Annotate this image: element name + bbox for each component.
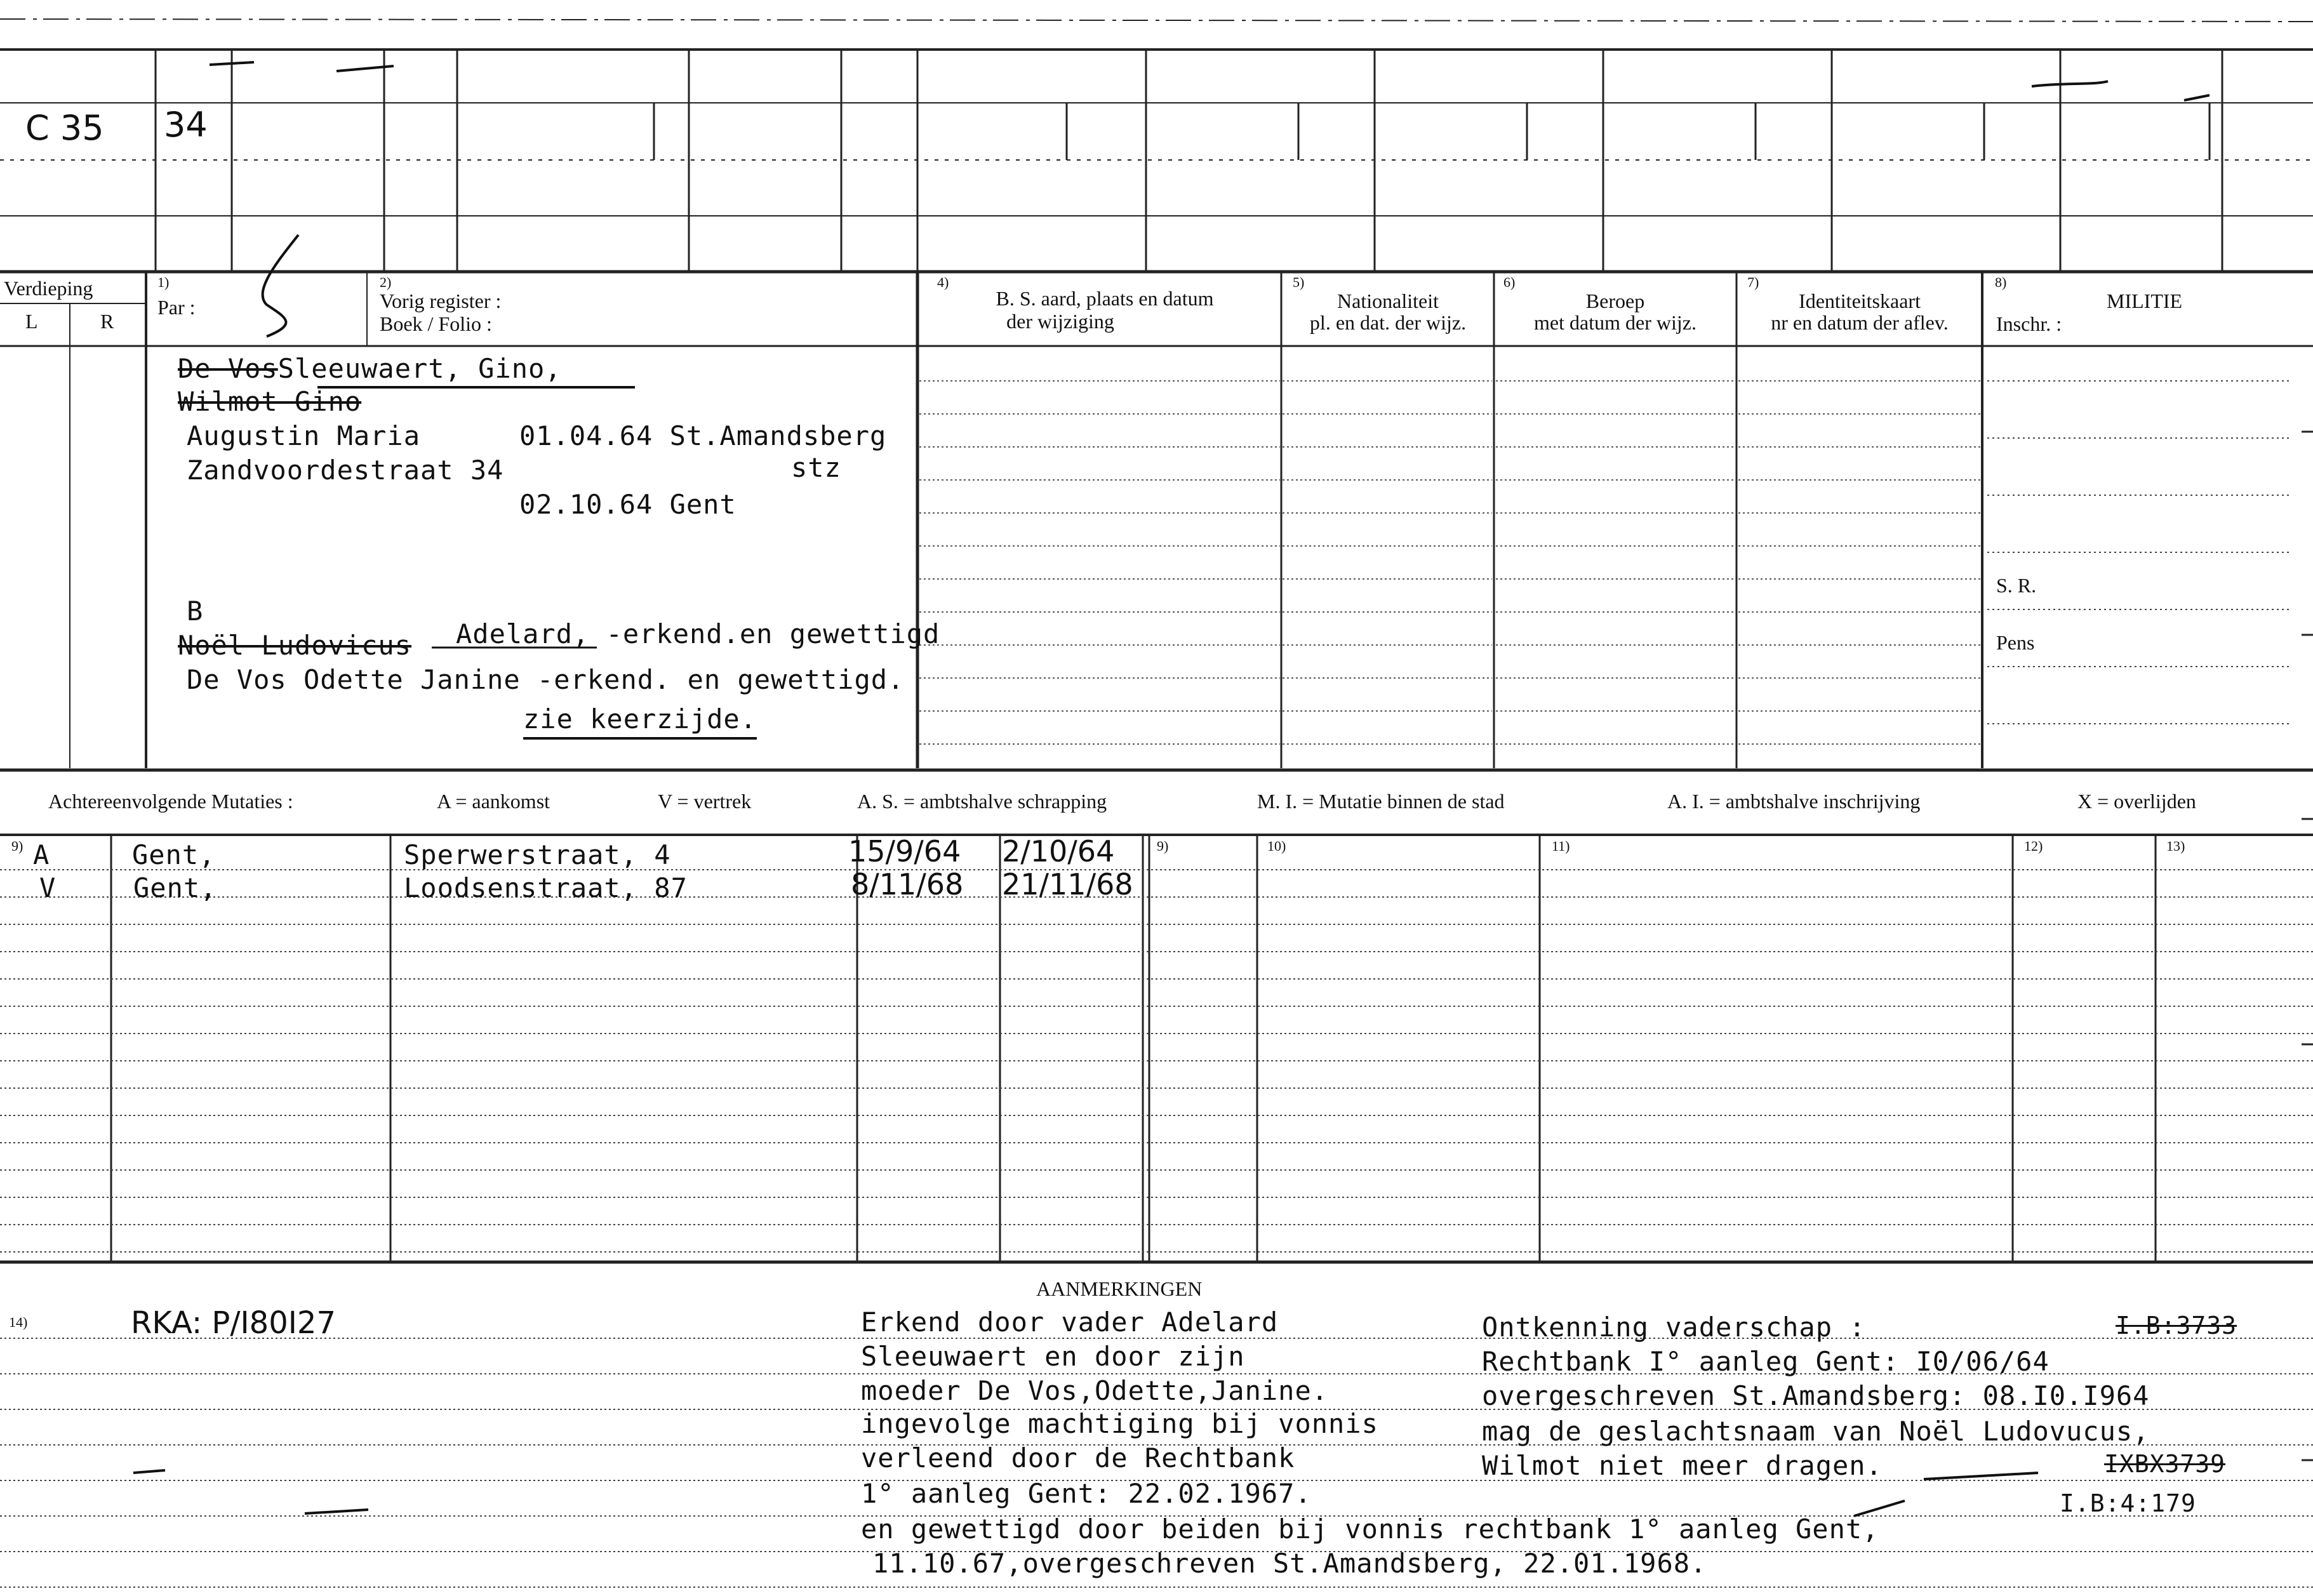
remarks-n14: 14) — [9, 1314, 28, 1330]
header-n1: 1) — [157, 274, 170, 290]
header-col-r: R — [100, 310, 114, 333]
person-names: Augustin Maria — [187, 420, 421, 451]
person-birth: 01.04.64 St.Amandsberg — [519, 420, 887, 451]
header-id-line1: Identiteitskaart — [1799, 289, 1921, 312]
remarks-col2-3: mag de geslachtsnaam van Noël Ludovucus, — [1482, 1416, 2150, 1447]
header-par: Par : — [157, 296, 196, 319]
legend-x: X = overlijden — [2077, 790, 2196, 813]
person-mother: De Vos Odette Janine -erkend. en gewettigd. — [187, 664, 905, 695]
remarks-col2-4: Wilmot niet meer dragen. — [1482, 1450, 1883, 1481]
legend-ai: A. I. = ambtshalve inschrijving — [1667, 790, 1921, 813]
remarks-col1-2: moeder De Vos,Odette,Janine. — [861, 1375, 1329, 1406]
header-n5: 5) — [1293, 274, 1305, 290]
row-number: 34 — [164, 105, 208, 145]
remarks-col1-5: 1° aanleg Gent: 22.02.1967. — [861, 1478, 1312, 1509]
remarks-col2-1: Rechtbank I° aanleg Gent: I0/06/64 — [1482, 1346, 2050, 1377]
header-boek-folio: Boek / Folio : — [380, 312, 492, 335]
mutation-street: Sperwerstraat, 4 — [404, 839, 671, 870]
mutcol-11: 11) — [1552, 838, 1570, 854]
mutation-type: V — [39, 872, 57, 903]
remarks-title: AANMERKINGEN — [1036, 1277, 1203, 1300]
person-stz: stz — [791, 452, 841, 483]
header-n7: 7) — [1747, 274, 1759, 290]
header-col-l: L — [25, 310, 38, 333]
legend-title: Achtereenvolgende Mutaties : — [48, 790, 293, 813]
header-n4: 4) — [937, 274, 949, 290]
header-pens: Pens — [1996, 631, 2035, 654]
mutation-type: A — [33, 839, 50, 870]
remarks-col1-1: Sleeuwaert en door zijn — [861, 1341, 1245, 1372]
remarks-ref-struck1: I.B:3733 — [2116, 1312, 2237, 1340]
mutcol-9: 9) — [11, 838, 23, 854]
remarks-col1-3: ingevolge machtiging bij vonnis — [861, 1408, 1378, 1439]
mutation-date2: 2/10/64 — [1002, 834, 1115, 868]
remarks-bottom1: en gewettigd door beiden bij vonnis rechtbank 1° aanleg Gent, — [861, 1513, 1879, 1545]
header-nat-line2: pl. en dat. der wijz. — [1309, 311, 1467, 334]
header-beroep-line1: Beroep — [1585, 289, 1645, 312]
header-bs-line2: der wijziging — [1006, 310, 1114, 333]
person-surname-block — [178, 353, 562, 384]
remarks-col2-0: Ontkenning vaderschap : — [1482, 1312, 1866, 1343]
legend-a: A = aankomst — [437, 790, 550, 813]
mutation-street: Loodsenstraat, 87 — [404, 872, 688, 903]
header-n6: 6) — [1503, 274, 1516, 290]
header-militie: MILITIE — [2107, 289, 2183, 312]
mutation-city: Gent, — [132, 839, 216, 870]
header-verdieping: Verdieping — [4, 277, 93, 300]
remarks-col1-4: verleend door de Rechtbank — [861, 1442, 1295, 1473]
legend-as: A. S. = ambtshalve schrapping — [857, 790, 1107, 813]
legend-v: V = vertrek — [658, 790, 752, 813]
remarks-rka: RKA: P/I80I27 — [131, 1305, 336, 1341]
header-nat-line1: Nationaliteit — [1337, 289, 1439, 312]
header-sr: S. R. — [1996, 574, 2037, 597]
remarks-ref: I.B:4:179 — [2060, 1489, 2196, 1517]
header-bs-line1: B. S. aard, plaats en datum — [996, 287, 1214, 310]
legend-mi: M. I. = Mutatie binnen de stad — [1257, 790, 1505, 813]
person-father: Adelard, -erkend.en gewettigd — [456, 618, 940, 649]
person-b-label: B — [187, 595, 204, 627]
header-beroep-line2: met datum der wijz. — [1534, 311, 1696, 334]
mutcol-13: 13) — [2166, 838, 2185, 854]
remarks-col2-2: overgeschreven St.Amandsberg: 08.I0.I964 — [1482, 1380, 2150, 1411]
mutcol-12: 12) — [2024, 838, 2043, 854]
mutation-date2: 21/11/68 — [1002, 867, 1133, 901]
header-n8: 8) — [1995, 274, 2007, 290]
person-surname: Sleeuwaert, Gino, — [277, 353, 562, 384]
person-address: Zandvoordestraat 34 — [187, 455, 504, 486]
mutation-city: Gent, — [133, 872, 217, 903]
person-struck-father: Noël Ludovicus — [178, 630, 412, 661]
header-n2: 2) — [380, 274, 392, 290]
mutcol-9b: 9) — [1157, 838, 1169, 854]
header-inschr: Inschr. : — [1996, 312, 2062, 335]
person-see-reverse: zie keerzijde. — [523, 703, 757, 740]
header-vorig-register: Vorig register : — [380, 289, 502, 312]
mutcol-10: 10) — [1267, 838, 1286, 854]
row-label: C 35 — [25, 108, 104, 148]
person-struck-name2: Wilmot Gino — [178, 386, 362, 417]
mutation-date1: 8/11/68 — [851, 867, 964, 901]
header-id-line2: nr en datum der aflev. — [1771, 311, 1949, 334]
remarks-bottom2: 11.10.67,overgeschreven St.Amandsberg, 22.01.1968. — [872, 1548, 1707, 1579]
person-struck-surname: De Vos — [178, 353, 278, 384]
remarks-col1-0: Erkend door vader Adelard — [861, 1307, 1279, 1338]
mutation-date1: 15/9/64 — [848, 834, 961, 868]
person-date2: 02.10.64 Gent — [519, 489, 737, 520]
remarks-ref-struck2: IXBX3739 — [2104, 1450, 2226, 1478]
